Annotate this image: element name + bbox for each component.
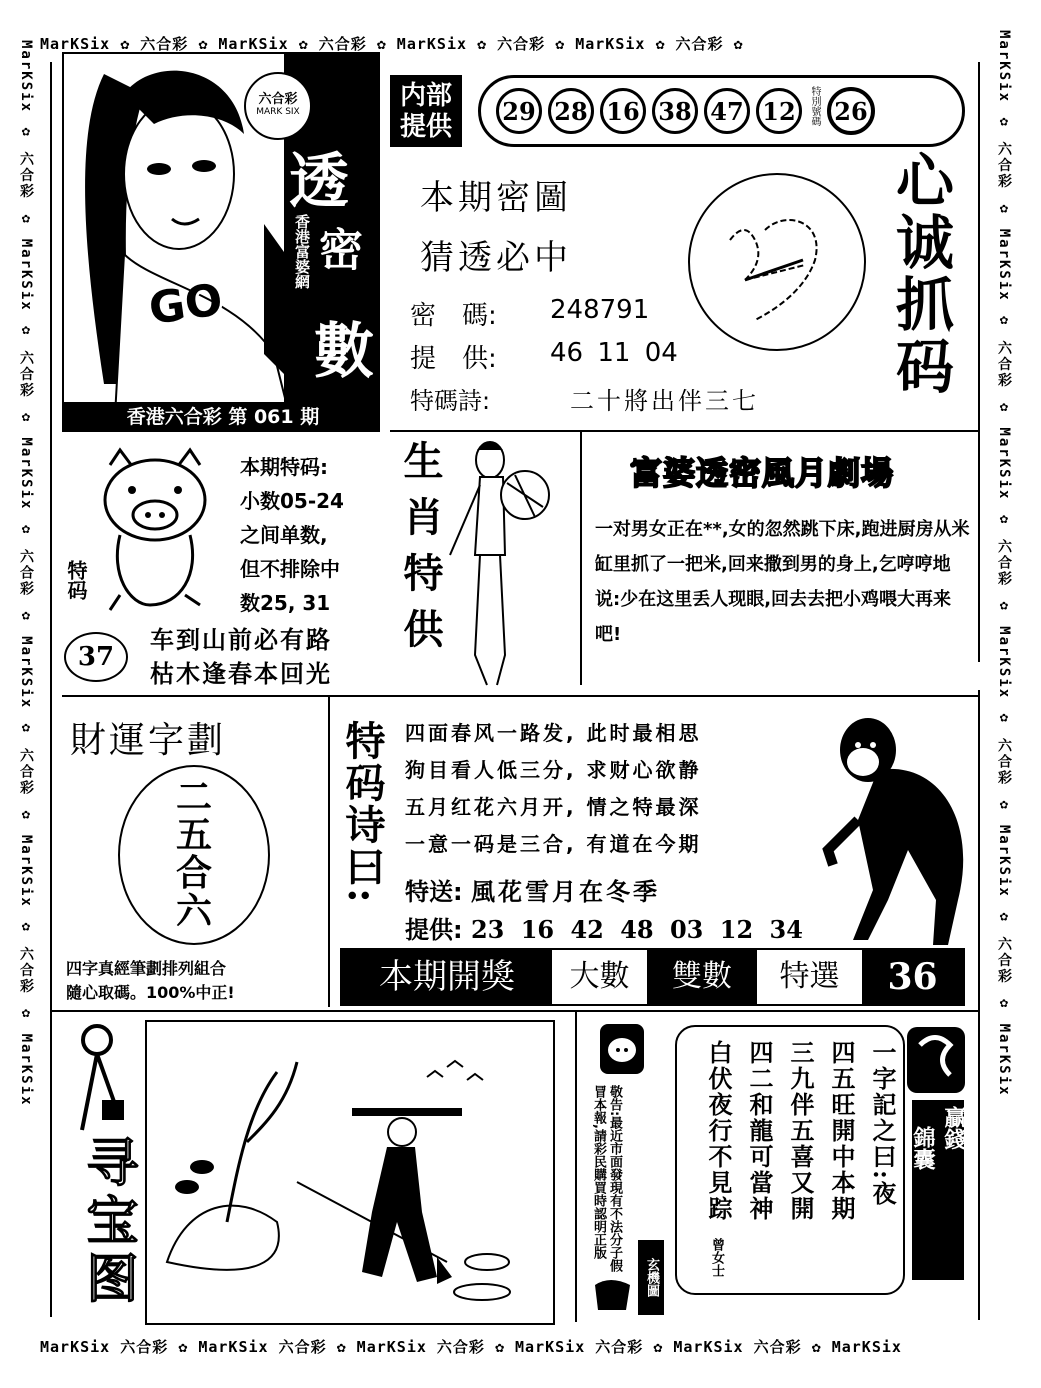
poem-value: 二十將出伴三七	[570, 387, 759, 415]
theater-title: 富婆透密風月劇場	[630, 454, 895, 492]
treasure-title: 寻宝图	[77, 1135, 138, 1309]
farmer-illustration	[147, 1022, 553, 1323]
cover-photo-block	[62, 52, 380, 432]
fortune-char-1: 二	[175, 777, 212, 818]
couplet-2: 枯木逢春本回光	[150, 660, 332, 688]
poem-label: 特碼詩:	[410, 387, 491, 415]
fortune-note-2: 隨心取碼。100%中正!	[66, 983, 235, 1002]
couplet-1: 车到山前必有路	[150, 626, 332, 654]
fortune-title: 財運字劃	[70, 720, 227, 761]
poem-provide-label: 提供:	[405, 916, 463, 944]
notice-text: 敬告:最近市面發現有不法分子假冒本報,請彩民購買時認明正版	[591, 1085, 622, 1273]
fortune-char-2: 五	[175, 815, 212, 856]
divider-2	[62, 695, 980, 697]
poem-gift-value: 風花雪月在冬季	[470, 877, 660, 906]
pig-icon	[90, 445, 220, 615]
provide-label: 提 供:	[410, 344, 497, 374]
logo-top-text: 六合彩	[258, 92, 298, 107]
secret-map-circle	[685, 170, 870, 355]
special-label: 特別號碼	[809, 86, 820, 126]
poem-provide	[405, 910, 803, 945]
zodiac-line-5: 数25, 31	[240, 591, 331, 615]
scroll-side-label	[912, 1100, 964, 1280]
frame-right-top	[978, 62, 980, 662]
provide-value: 46 11 04	[550, 338, 678, 368]
bottom-border-strip: MarKSix 六合彩 ✿ MarKSix 六合彩 ✿ MarKSix 六合彩 ✿ MarKSix 六合彩 ✿ MarKSix 六合彩 ✿ MarKSix	[40, 1338, 902, 1356]
fortune-oval	[118, 765, 270, 945]
inside-label: 内部提供	[390, 75, 462, 147]
poem-line-2: 狗目看人低三分, 求财心欲静	[405, 758, 702, 782]
marksix-logo	[244, 72, 312, 140]
title-char-2: 密	[319, 225, 363, 276]
draw-number: 36	[862, 950, 963, 1004]
draw-option-3: 特選	[779, 959, 840, 994]
title-char-3: 數	[314, 317, 374, 387]
side-title-heart: 心诚抓码	[886, 150, 954, 398]
ball-1: 29	[496, 88, 542, 134]
draw-option-2: 雙數	[647, 950, 757, 1004]
pig-badge-icon	[598, 1022, 646, 1076]
poem-gift-label: 特送:	[405, 878, 463, 906]
divider-fortune	[328, 697, 330, 1007]
zodiac-special-label: 特码	[64, 560, 88, 600]
draw-option-1: 大數	[569, 959, 630, 994]
monkey-illustration	[818, 700, 978, 950]
scroll-col-3: 三九伴五喜又開	[786, 1040, 815, 1222]
scroll-col-2: 四五旺開中本期	[827, 1040, 856, 1222]
poem-line-3: 五月红花六月开, 情之特最深	[405, 795, 702, 819]
scroll-author: 曾女士	[709, 1238, 724, 1277]
poem-provide-value: 23 16 42 48 03 12 34	[470, 915, 803, 944]
treasure-picture-frame	[145, 1020, 555, 1325]
zodiac-text-block	[240, 450, 344, 620]
pot-icon	[590, 1275, 634, 1315]
draw-label: 本期開獎	[342, 950, 552, 1004]
fortune-char-3: 合	[175, 853, 212, 894]
zodiac-vertical-title: 生肖特供	[397, 440, 443, 664]
scroll-columns	[690, 1040, 900, 1240]
divider-3	[52, 1010, 980, 1012]
secret-title: 本期密圖	[420, 178, 572, 218]
scroll-side-label-2: 贏錢	[941, 1106, 966, 1150]
snake-badge-icon	[905, 1025, 967, 1095]
divider-notice	[575, 1012, 577, 1322]
title-vertical-site: 香港富婆網	[293, 214, 311, 289]
ball-5: 47	[704, 88, 750, 134]
secret-subtitle: 猜透必中	[420, 238, 572, 278]
code-value: 248791	[550, 295, 650, 325]
key-icon	[72, 1020, 142, 1140]
beach-girl-illustration	[445, 435, 565, 695]
scroll-side-label-1: 錦囊	[910, 1126, 935, 1170]
notice-badge: 玄機圖	[638, 1240, 664, 1315]
theater-story: 一对男女正在**,女的忽然跳下床,跑进厨房从米缸里抓了一把米,回来撒到男的身上,乞哼哼地说:少在这里丢人现眼,回去去把小鸡喂大再来吧!	[595, 519, 970, 645]
poem-vertical-title: 特码诗曰:	[339, 720, 386, 905]
code-label: 密 碼:	[410, 301, 497, 331]
scroll-col-5: 白伏夜行不見踪	[704, 1040, 733, 1222]
title-char-1: 透	[289, 147, 349, 217]
logo-bottom-text: MARK SIX	[256, 107, 300, 117]
zodiac-line-1: 本期特码:	[240, 455, 328, 479]
top-border-strip: MarKSix ✿ 六合彩 ✿ MarKSix ✿ 六合彩 ✿ MarKSix ✿ 六合彩 ✿ MarKSix ✿ 六合彩 ✿	[40, 35, 744, 53]
poem-lines	[405, 715, 702, 863]
left-border-strip: MarKSix ✿ 六合彩 ✿ MarKSix ✿ 六合彩 ✿ MarKSix ✿ 六合彩 ✿ MarKSix ✿ 六合彩 ✿ MarKSix ✿ 六合彩 ✿ MarKSix	[18, 40, 34, 1107]
ball-4: 38	[652, 88, 698, 134]
poem-gift	[405, 872, 660, 907]
divider-theater	[580, 430, 582, 685]
scroll-col-4: 四二和龍可當神	[745, 1040, 774, 1222]
zodiac-line-4: 但不排除中	[240, 557, 340, 581]
frame-left	[50, 62, 52, 1317]
ball-special: 26	[827, 87, 875, 135]
divider-1	[390, 430, 980, 432]
zodiac-line-2: 小数05-24	[240, 489, 344, 513]
winning-numbers-bar	[478, 75, 965, 147]
ball-3: 16	[600, 88, 646, 134]
fortune-char-4: 六	[175, 891, 212, 932]
zodiac-line-3: 之间单数,	[240, 523, 328, 547]
photo-go-text: GO	[145, 274, 226, 335]
draw-row	[340, 948, 965, 1006]
issue-label: 香港六合彩 第 061 期	[64, 402, 380, 432]
scroll-col-1: 一字記之曰:夜	[868, 1040, 897, 1207]
poem-line-1: 四面春风一路发, 此时最相思	[405, 721, 702, 745]
fortune-note-1: 四字真經筆劃排列組合	[66, 959, 227, 978]
ball-6: 12	[756, 88, 802, 134]
zodiac-special-number: 37	[64, 632, 128, 682]
poem-line-4: 一意一码是三合, 有道在今期	[405, 832, 702, 856]
frame-right-bottom	[978, 690, 980, 1320]
right-border-strip: MarKSix ✿ 六合彩 ✿ MarKSix ✿ 六合彩 ✿ MarKSix ✿ 六合彩 ✿ MarKSix ✿ 六合彩 ✿ MarKSix ✿ 六合彩 ✿ MarKSix	[996, 30, 1012, 1097]
ball-2: 28	[548, 88, 594, 134]
